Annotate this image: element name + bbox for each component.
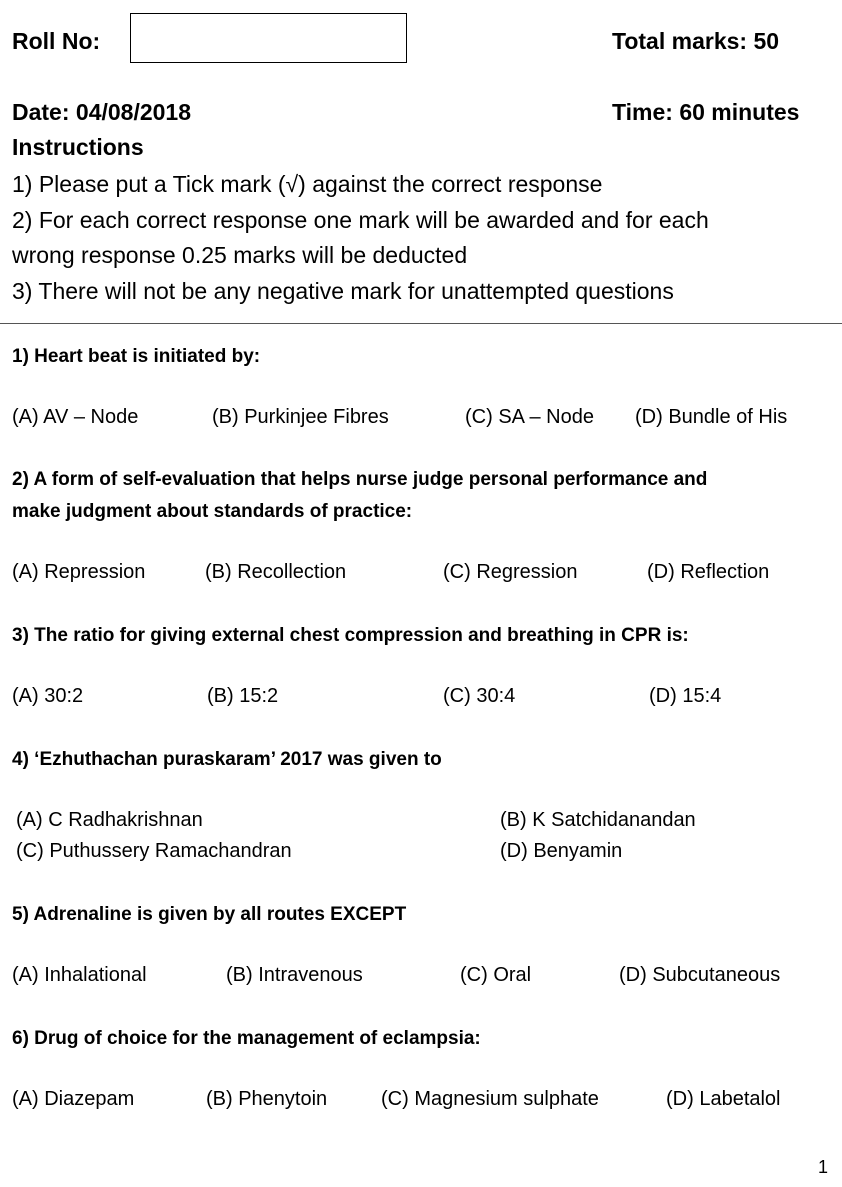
q3-option-a[interactable]: (A) 30:2 — [12, 685, 84, 707]
q6-option-a[interactable]: (A) Diazepam — [12, 1088, 135, 1110]
q1-option-c[interactable]: (C) SA – Node — [465, 406, 594, 428]
q6-option-c[interactable]: (C) Magnesium sulphate — [381, 1088, 599, 1110]
q5-option-a[interactable]: (A) Inhalational — [12, 964, 147, 986]
q2-option-d[interactable]: (D) Reflection — [647, 561, 770, 583]
q2-option-c[interactable]: (C) Regression — [443, 561, 578, 583]
divider — [0, 323, 842, 324]
instruction-1: 1) Please put a Tick mark (√) against the correct response — [12, 171, 603, 197]
q1-option-d[interactable]: (D) Bundle of His — [635, 406, 788, 428]
page-number: 1 — [818, 1157, 829, 1177]
q6-option-d[interactable]: (D) Labetalol — [666, 1088, 781, 1110]
roll-no-field[interactable] — [130, 13, 407, 63]
total-marks: Total marks: 50 — [612, 28, 780, 54]
q6-option-b[interactable]: (B) Phenytoin — [206, 1088, 328, 1110]
exam-time: Time: 60 minutes — [612, 99, 800, 125]
q1-option-a[interactable]: (A) AV – Node — [12, 406, 139, 428]
instruction-2b: wrong response 0.25 marks will be deducted — [12, 242, 468, 268]
q5-option-b[interactable]: (B) Intravenous — [226, 964, 363, 986]
q1-option-b[interactable]: (B) Purkinjee Fibres — [212, 406, 389, 428]
q5-option-d[interactable]: (D) Subcutaneous — [619, 964, 781, 986]
q4-option-a[interactable]: (A) C Radhakrishnan — [16, 809, 203, 831]
question-5: 5) Adrenaline is given by all routes EXCEPT — [12, 904, 407, 925]
q4-option-b[interactable]: (B) K Satchidanandan — [500, 809, 696, 831]
question-1: 1) Heart beat is initiated by: — [12, 346, 261, 367]
q5-option-c[interactable]: (C) Oral — [460, 964, 532, 986]
q4-option-c[interactable]: (C) Puthussery Ramachandran — [16, 840, 292, 862]
question-2-line2: make judgment about standards of practice: — [12, 501, 413, 522]
q3-option-c[interactable]: (C) 30:4 — [443, 685, 516, 707]
roll-no-label: Roll No: — [12, 28, 101, 54]
question-4: 4) ‘Ezhuthachan puraskaram’ 2017 was given to — [12, 749, 442, 770]
instructions-title: Instructions — [12, 134, 144, 160]
q3-option-b[interactable]: (B) 15:2 — [207, 685, 279, 707]
question-2-line1: 2) A form of self-evaluation that helps nurse judge personal performance and — [12, 469, 708, 490]
exam-date: Date: 04/08/2018 — [12, 99, 192, 125]
question-6: 6) Drug of choice for the management of eclampsia: — [12, 1028, 481, 1049]
instruction-3: 3) There will not be any negative mark for unattempted questions — [12, 278, 674, 304]
instruction-2a: 2) For each correct response one mark will be awarded and for each — [12, 207, 709, 233]
q2-option-a[interactable]: (A) Repression — [12, 561, 146, 583]
q3-option-d[interactable]: (D) 15:4 — [649, 685, 722, 707]
q4-option-d[interactable]: (D) Benyamin — [500, 840, 623, 862]
q2-option-b[interactable]: (B) Recollection — [205, 561, 347, 583]
question-3: 3) The ratio for giving external chest compression and breathing in CPR is: — [12, 625, 689, 646]
